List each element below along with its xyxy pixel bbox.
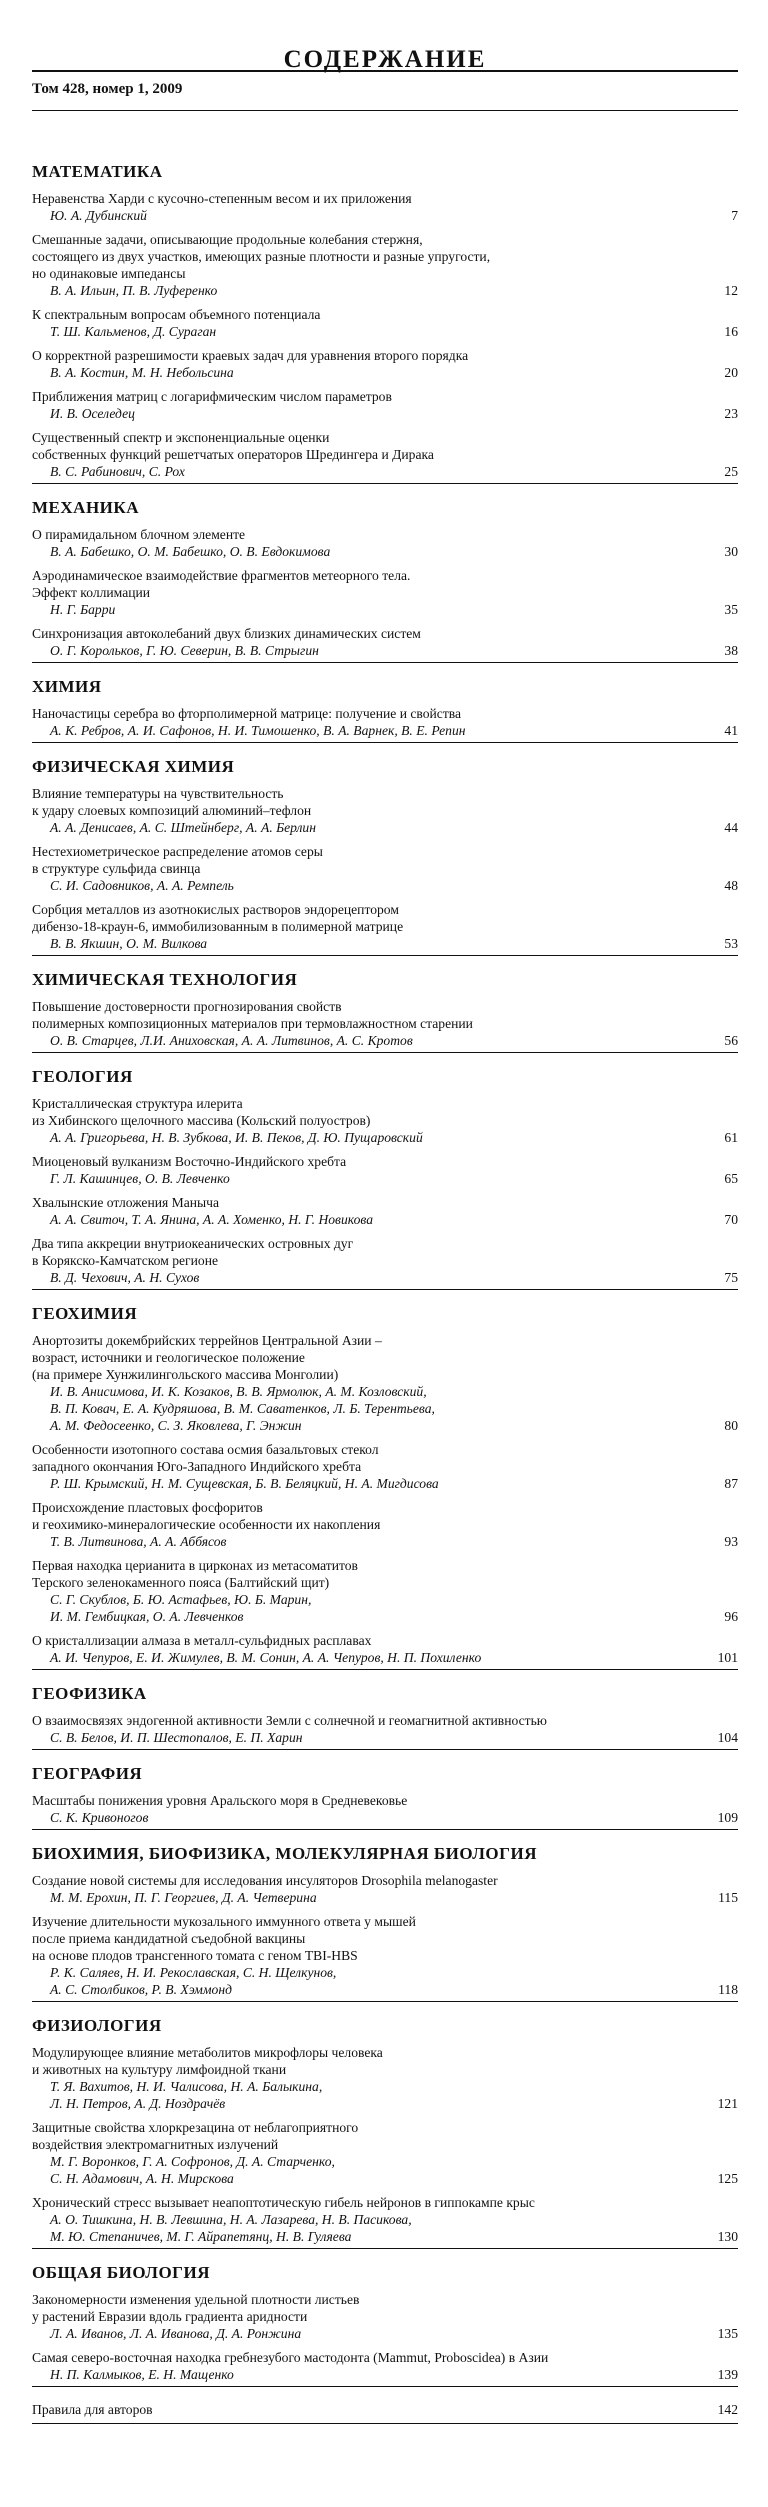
article-title: О кристаллизации алмаза в металл-сульфидных расплавах	[32, 1633, 372, 1648]
section-rule	[32, 2001, 738, 2002]
authors-rules-entry[interactable]	[32, 2401, 738, 2419]
section	[32, 1761, 738, 1830]
article-title: Первая находка церианита в цирконах из метасоматитов Терского зеленокаменного пояса (Балтийский щит)	[32, 1558, 358, 1590]
section-title: ГЕОЛОГИЯ	[32, 1067, 133, 1086]
article-title: О взаимосвязях эндогенной активности Земли с солнечной и геомагнитной активностью	[32, 1713, 547, 1728]
article-page-number: 65	[724, 1171, 738, 1186]
section-rule	[32, 955, 738, 956]
sections-container	[32, 159, 738, 2387]
article-entry[interactable]	[32, 231, 738, 299]
authors-rules-label: Правила для авторов	[32, 2402, 153, 2417]
article-authors: В. Д. Чехович, А. Н. Сухов	[50, 1270, 200, 1285]
article-page-number: 130	[717, 2229, 738, 2244]
page-title: СОДЕРЖАНИЕ	[283, 46, 487, 73]
article-page-number: 12	[724, 283, 738, 298]
article-page-number: 35	[724, 602, 738, 617]
article-title: Самая северо-восточная находка гребнезубого мастодонта (Mammut, Proboscidea) в Азии	[32, 2350, 549, 2365]
article-title: Создание новой системы для исследования инсуляторов Drosophila melanogaster	[32, 1873, 498, 1888]
section	[32, 674, 738, 743]
article-authors: В. А. Ильин, П. В. Луференко	[50, 283, 218, 298]
section	[32, 1301, 738, 1670]
article-page-number: 44	[724, 820, 738, 835]
article-authors: М. М. Ерохин, П. Г. Георгиев, Д. А. Четверина	[50, 1890, 317, 1905]
article-authors: А. И. Чепуров, Е. И. Жимулев, В. М. Сонин, А. А. Чепуров, Н. П. Похиленко	[50, 1650, 482, 1665]
article-title: Анортозиты докембрийских террейнов Центральной Азии – возраст, источники и геологическое положение (на примере Хунжилингольского массива Монголии)	[32, 1333, 382, 1382]
article-entry[interactable]	[32, 901, 738, 952]
article-title: Приближения матриц с логарифмическим числом параметров	[32, 389, 392, 404]
section-title: ФИЗИЧЕСКАЯ ХИМИЯ	[32, 757, 235, 776]
section	[32, 2260, 738, 2387]
article-authors: С. Г. Скублов, Б. Ю. Астафьев, Ю. Б. Марин, И. М. Гембицкая, О. А. Левченков	[50, 1592, 312, 1624]
volume-info: Том 428, номер 1, 2009	[32, 81, 183, 97]
article-entry[interactable]	[32, 1557, 738, 1625]
article-title: Кристаллическая структура илерита из Хибинского щелочного массива (Кольский полуостров)	[32, 1096, 371, 1128]
article-authors: Т. В. Литвинова, А. А. Аббясов	[50, 1534, 227, 1549]
section-title: ГЕОФИЗИКА	[32, 1684, 147, 1703]
article-page-number: 109	[717, 1810, 738, 1825]
article-page-number: 16	[724, 324, 738, 339]
article-page-number: 104	[717, 1730, 738, 1745]
article-entry[interactable]	[32, 1095, 738, 1146]
article-entry[interactable]	[32, 429, 738, 480]
section	[32, 2013, 738, 2249]
article-authors: А. А. Григорьева, Н. В. Зубкова, И. В. Пеков, Д. Ю. Пущаровский	[50, 1130, 423, 1145]
article-page-number: 135	[717, 2326, 738, 2341]
article-entry[interactable]	[32, 2349, 738, 2383]
article-authors: А. А. Свиточ, Т. А. Янина, А. А. Хоменко, Н. Г. Новикова	[50, 1212, 373, 1227]
article-entry[interactable]	[32, 998, 738, 1049]
article-authors: Г. Л. Кашинцев, О. В. Левченко	[50, 1171, 230, 1186]
article-title: Наночастицы серебра во фторполимерной матрице: получение и свойства	[32, 706, 462, 721]
article-entry[interactable]	[32, 306, 738, 340]
article-title: Два типа аккреции внутриокеанических островных дуг в Корякско-Камчатском регионе	[32, 1236, 354, 1268]
article-title: Защитные свойства хлоркрезацина от неблагоприятного воздействия электромагнитных излучений	[32, 2120, 359, 2152]
article-page-number: 38	[724, 643, 738, 658]
article-page-number: 80	[724, 1418, 738, 1433]
article-title: Существенный спектр и экспоненциальные оценки собственных функций решетчатых операторов Шредингера и Дирака	[32, 430, 434, 462]
article-entry[interactable]	[32, 2044, 738, 2112]
article-authors: М. Г. Воронков, Г. А. Софронов, Д. А. Старченко, С. Н. Адамович, А. Н. Мирскова	[50, 2154, 335, 2186]
article-page-number: 101	[717, 1650, 738, 1665]
article-title: Аэродинамическое взаимодействие фрагментов метеорного тела. Эффект коллимации	[32, 568, 411, 600]
article-entry[interactable]	[32, 1792, 738, 1826]
article-page-number: 53	[724, 936, 738, 951]
article-entry[interactable]	[32, 2119, 738, 2187]
article-authors: Н. Г. Барри	[50, 602, 116, 617]
section-rule	[32, 1669, 738, 1670]
article-entry[interactable]	[32, 843, 738, 894]
section-title: МЕХАНИКА	[32, 498, 139, 517]
article-title: Миоценовый вулканизм Восточно-Индийского хребта	[32, 1154, 347, 1169]
section-rule	[32, 2386, 738, 2387]
article-authors: С. К. Кривоногов	[50, 1810, 149, 1825]
article-title: Повышение достоверности прогнозирования свойств полимерных композиционных материалов при термовлажностном старении	[32, 999, 473, 1031]
article-authors: Н. П. Калмыков, Е. Н. Мащенко	[50, 2367, 234, 2382]
article-page-number: 41	[724, 723, 738, 738]
article-title: Неравенства Харди с кусочно-степенным весом и их приложения	[32, 191, 412, 206]
article-entry[interactable]	[32, 1235, 738, 1286]
section-title: МАТЕМАТИКА	[32, 162, 163, 181]
section-rule	[32, 1829, 738, 1830]
article-page-number: 115	[718, 1890, 738, 1905]
article-authors: С. В. Белов, И. П. Шестопалов, Е. П. Харин	[50, 1730, 303, 1745]
article-title: Закономерности изменения удельной плотности листьев у растений Евразии вдоль градиента аридности	[32, 2292, 360, 2324]
article-authors: А. О. Тишкина, Н. В. Левшина, Н. А. Лазарева, Н. В. Пасикова, М. Ю. Степаничев, М. Г. Айрапетянц, Н. В. Гуляева	[50, 2212, 412, 2244]
article-authors: В. А. Костин, М. Н. Небольсина	[50, 365, 234, 380]
article-entry[interactable]	[32, 388, 738, 422]
article-title: О корректной разрешимости краевых задач для уравнения второго порядка	[32, 348, 469, 363]
article-page-number: 30	[724, 544, 738, 559]
article-title: Сорбция металлов из азотнокислых растворов эндорецептором дибензо-18-краун-6, иммобилизованным в полимерной матрице	[32, 902, 404, 934]
section	[32, 159, 738, 484]
article-page-number: 61	[724, 1130, 738, 1145]
article-title: Происхождение пластовых фосфоритов и геохимико-минералогические особенности их накопления	[32, 1500, 381, 1532]
article-authors: О. В. Старцев, Л.И. Аниховская, А. А. Литвинов, А. С. Кротов	[50, 1033, 413, 1048]
article-page-number: 75	[724, 1270, 738, 1285]
article-entry[interactable]	[32, 1194, 738, 1228]
article-entry[interactable]	[32, 1632, 738, 1666]
article-entry[interactable]	[32, 2194, 738, 2245]
article-page-number: 48	[724, 878, 738, 893]
section-rule	[32, 2248, 738, 2249]
article-entry[interactable]	[32, 526, 738, 560]
article-page-number: 121	[717, 2096, 738, 2111]
article-entry[interactable]	[32, 567, 738, 618]
section-title: ХИМИЧЕСКАЯ ТЕХНОЛОГИЯ	[32, 970, 298, 989]
article-entry[interactable]	[32, 1332, 738, 1434]
section	[32, 967, 738, 1053]
section-title: ХИМИЯ	[32, 677, 102, 696]
section	[32, 1681, 738, 1750]
article-entry[interactable]	[32, 1872, 738, 1906]
article-entry[interactable]	[32, 785, 738, 836]
article-authors: Р. К. Саляев, Н. И. Рекославская, С. Н. Щелкунов, А. С. Столбиков, Р. В. Хэммонд	[50, 1965, 337, 1997]
article-page-number: 25	[724, 464, 738, 479]
article-authors: А. А. Денисаев, А. С. Штейнберг, А. А. Берлин	[50, 820, 316, 835]
article-entry[interactable]	[32, 2291, 738, 2342]
section-rule	[32, 483, 738, 484]
article-entry[interactable]	[32, 1499, 738, 1550]
article-authors: И. В. Оселедец	[50, 406, 135, 421]
article-authors: О. Г. Корольков, Г. Ю. Северин, В. В. Стрыгин	[50, 643, 319, 658]
volume-rule	[32, 110, 738, 111]
article-authors: В. В. Якшин, О. М. Вилкова	[50, 936, 208, 951]
article-title: Хронический стресс вызывает неапоптотическую гибель нейронов в гиппокампе крыс	[32, 2195, 535, 2210]
section-rule	[32, 1052, 738, 1053]
article-page-number: 20	[724, 365, 738, 380]
article-entry[interactable]	[32, 1712, 738, 1746]
article-page-number: 139	[717, 2367, 738, 2382]
article-entry[interactable]	[32, 625, 738, 659]
section-rule	[32, 742, 738, 743]
article-title: Смешанные задачи, описывающие продольные колебания стержня, состоящего из двух участков, имеющих разные плотности и разные упругости, но одинаковые импедансы	[32, 232, 491, 281]
article-entry[interactable]	[32, 190, 738, 224]
section-title: ГЕОХИМИЯ	[32, 1304, 138, 1323]
article-title: Модулирующее влияние метаболитов микрофлоры человека и животных на культуру лимфоидной ткани	[32, 2045, 383, 2077]
article-title: Масштабы понижения уровня Аральского моря в Средневековье	[32, 1793, 408, 1808]
article-page-number: 96	[724, 1609, 738, 1624]
article-title: Влияние температуры на чувствительность к удару слоевых композиций алюминий–тефлон	[32, 786, 312, 818]
article-authors: Т. Я. Вахитов, Н. И. Чалисова, Н. А. Балыкина, Л. Н. Петров, А. Д. Ноздрачёв	[50, 2079, 323, 2111]
article-authors: Р. Ш. Крымский, Н. М. Сущевская, Б. В. Беляцкий, Н. А. Мигдисова	[50, 1476, 439, 1491]
article-page-number: 125	[717, 2171, 738, 2186]
article-page-number: 70	[724, 1212, 738, 1227]
section-rule	[32, 1749, 738, 1750]
section	[32, 1064, 738, 1290]
section	[32, 754, 738, 956]
article-page-number: 93	[724, 1534, 738, 1549]
article-page-number: 118	[718, 1982, 738, 1997]
section-title: ГЕОГРАФИЯ	[32, 1764, 143, 1783]
article-authors: Ю. А. Дубинский	[50, 208, 147, 223]
section-title: ФИЗИОЛОГИЯ	[32, 2016, 162, 2035]
article-entry[interactable]	[32, 347, 738, 381]
article-page-number: 7	[731, 208, 738, 223]
section-rule	[32, 1289, 738, 1290]
article-authors: С. И. Садовников, А. А. Ремпель	[50, 878, 234, 893]
article-entry[interactable]	[32, 1153, 738, 1187]
article-authors: И. В. Анисимова, И. К. Козаков, В. В. Ярмолюк, А. М. Козловский, В. П. Ковач, Е. А. Кудряшова, В. М. Саватенков, Л. Б. Терентьева, А. М. Федосеенко, С. З. Яковлева, Г. Энжин	[50, 1384, 435, 1433]
article-page-number: 87	[724, 1476, 738, 1491]
article-authors: Т. Ш. Кальменов, Д. Сураган	[50, 324, 217, 339]
article-page-number: 23	[724, 406, 738, 421]
article-authors: А. К. Ребров, А. И. Сафонов, Н. И. Тимошенко, В. А. Варнек, В. Е. Репин	[50, 723, 466, 738]
article-title: Особенности изотопного состава осмия базальтовых стекол западного окончания Юго-Западного Индийского хребта	[32, 1442, 379, 1474]
article-authors: Л. А. Иванов, Л. А. Иванова, Д. А. Ронжина	[50, 2326, 302, 2341]
article-page-number: 56	[724, 1033, 738, 1048]
section-title: БИОХИМИЯ, БИОФИЗИКА, МОЛЕКУЛЯРНАЯ БИОЛОГИЯ	[32, 1844, 537, 1863]
article-authors: В. А. Бабешко, О. М. Бабешко, О. В. Евдокимова	[50, 544, 331, 559]
section-title: ОБЩАЯ БИОЛОГИЯ	[32, 2263, 210, 2282]
section-rule	[32, 662, 738, 663]
authors-rules-page: 142	[717, 2402, 738, 2417]
article-title: О пирамидальном блочном элементе	[32, 527, 246, 542]
article-title: Изучение длительности мукозального иммунного ответа у мышей после приема кандидатной съедобной вакцины на основе плодов трансгенного томата с геном TBI-HBS	[32, 1914, 416, 1963]
article-authors: В. С. Рабинович, С. Рох	[50, 464, 185, 479]
article-title: Хвалынские отложения Маныча	[32, 1195, 220, 1210]
section	[32, 495, 738, 663]
article-title: Синхронизация автоколебаний двух близких динамических систем	[32, 626, 421, 641]
section	[32, 1841, 738, 2002]
article-entry[interactable]	[32, 705, 738, 739]
article-title: К спектральным вопросам объемного потенциала	[32, 307, 321, 322]
article-entry[interactable]	[32, 1441, 738, 1492]
article-entry[interactable]	[32, 1913, 738, 1998]
article-title: Нестехиометрическое распределение атомов серы в структуре сульфида свинца	[32, 844, 323, 876]
final-rule	[32, 2423, 738, 2424]
